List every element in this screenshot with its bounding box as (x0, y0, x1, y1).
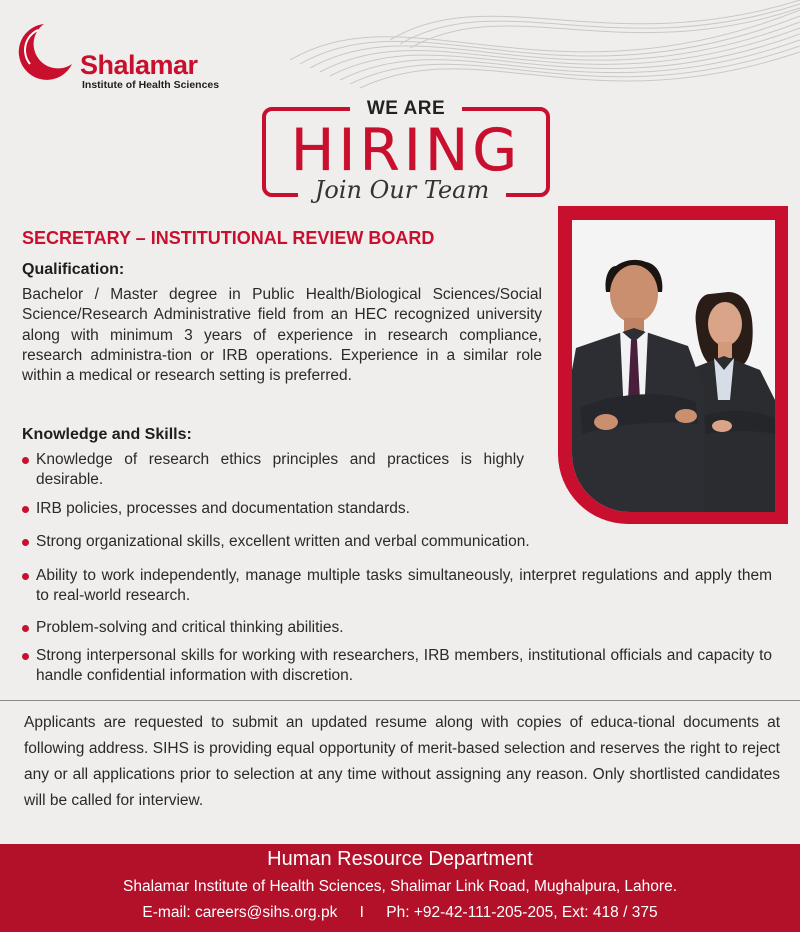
contact-line (0, 904, 800, 922)
professionals-illustration (572, 220, 775, 512)
bullet-dot-icon (22, 573, 29, 580)
department-name: Human Resource Department (267, 848, 533, 870)
we-are-text: WE ARE (366, 98, 446, 119)
team-photo (572, 220, 775, 512)
footer-contact-bar (0, 844, 800, 932)
qualification-text: Bachelor / Master degree in Public Health/Biological Sciences/Social Science/Research Administrative field from an HEC recognized university along with minimum 3 years of experience in research compliance, research administra-tion or IRB operations. Experience in a similar role within a medical or research setting is preferred. (22, 286, 542, 385)
skill-item: IRB policies, processes and documentation standards. (22, 499, 542, 519)
section-divider (0, 700, 800, 701)
hiring-heading: HIRING (290, 116, 522, 184)
contact-separator: I (359, 904, 364, 921)
decorative-wave-lines (290, 0, 800, 90)
hiring-banner (262, 92, 552, 202)
bullet-dot-icon (22, 539, 29, 546)
team-photo-frame (558, 206, 788, 524)
job-title: SECRETARY – INSTITUTIONAL REVIEW BOARD (22, 228, 435, 248)
skill-item: Strong organizational skills, excellent written and verbal communication. (22, 532, 782, 552)
bullet-dot-icon (22, 653, 29, 660)
join-our-team-tagline: Join Our Team (314, 176, 490, 204)
brand-subtitle: Institute of Health Sciences (82, 79, 220, 91)
skills-heading: Knowledge and Skills: (22, 426, 192, 443)
skill-item: Problem-solving and critical thinking abilities. (22, 618, 772, 638)
skill-item: Strong interpersonal skills for working with researchers, IRB members, institutional officials and capacity to handle confidential information with discretion. (22, 646, 772, 687)
logo-crescent-icon (14, 20, 82, 82)
bullet-dot-icon (22, 506, 29, 513)
brand-name: Shalamar (80, 50, 198, 80)
applicants-note: Applicants are requested to submit an updated resume along with copies of educa-tional documents at following address. SIHS is providing equal opportunity of merit-based selection and reserves the right to reject any or all applications prior to selection at any time without assigning any reason. Only shortlisted candidates will be called for interview. (24, 714, 780, 809)
qualification-heading: Qualification: (22, 261, 125, 278)
email-link[interactable]: E-mail: careers@sihs.org.pk (142, 904, 338, 921)
bullet-dot-icon (22, 625, 29, 632)
phone-number[interactable]: Ph: +92-42-111-205-205, Ext: 418 / 375 (386, 904, 658, 921)
institute-address: Shalamar Institute of Health Sciences, Shalimar Link Road, Mughalpura, Lahore. (123, 878, 677, 895)
bullet-dot-icon (22, 457, 29, 464)
skill-item: Knowledge of research ethics principles and practices is highly desirable. (22, 450, 524, 491)
shalamar-logo (14, 18, 224, 90)
skill-item: Ability to work independently, manage multiple tasks simultaneously, interpret regulations and apply them to real-world research. (22, 566, 772, 607)
